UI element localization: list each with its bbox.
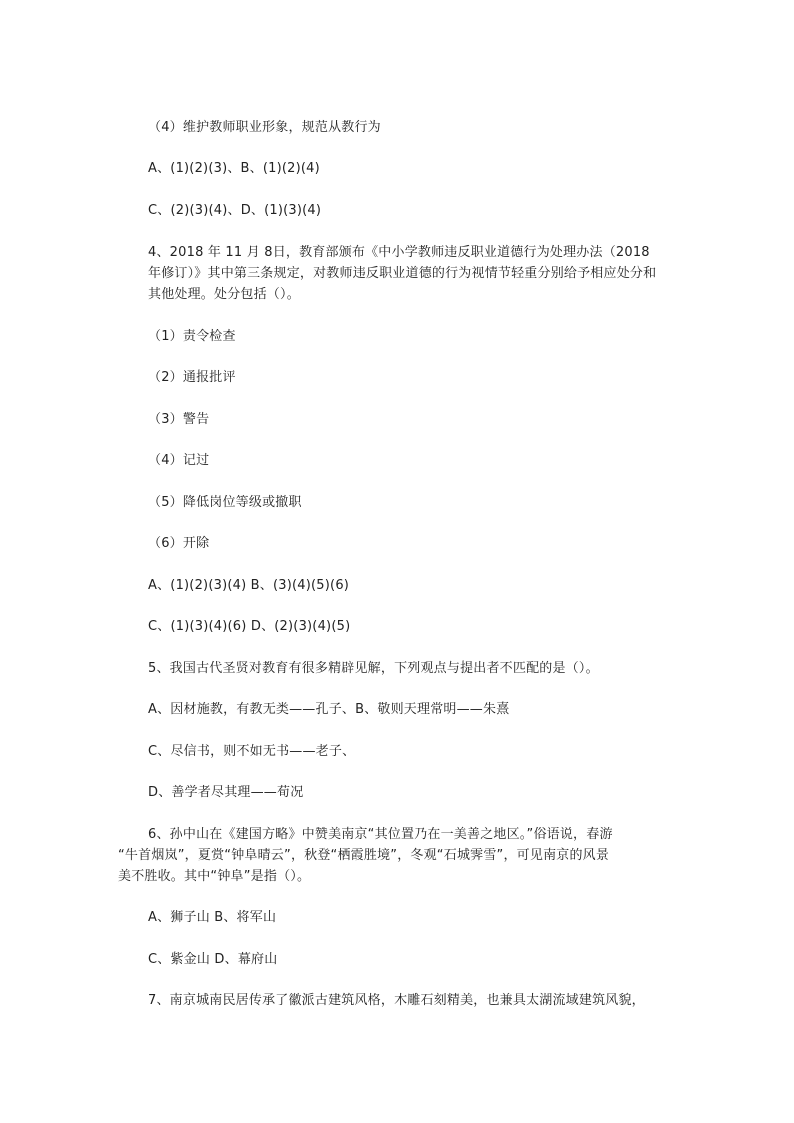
- answer-choices-ab: A、因材施教，有教无类——孔子、B、敬则天理常明——朱熹: [148, 702, 510, 717]
- answer-choices-ab: A、(1)(2)(3)、B、(1)(2)(4): [148, 161, 320, 176]
- option-3: （3）警告: [148, 412, 210, 427]
- question-4-line-2: 年修订）》其中第三条规定，对教师违反职业道德的行为视情节轻重分别给予相应处分和: [148, 266, 657, 281]
- question-4-line-3: 其他处理。处分包括（）。: [148, 287, 300, 302]
- question-5: 5、我国古代圣贤对教育有很多精辟见解，下列观点与提出者不匹配的是（）。: [148, 661, 599, 676]
- answer-choice-c: C、尽信书，则不如无书——老子、: [148, 744, 356, 759]
- question-7-line-1: 7、南京城南民居传承了徽派古建筑风格，木雕石刻精美，也兼具太湖流域建筑风貌，: [148, 993, 645, 1008]
- option-1: （1）责令检查: [148, 329, 236, 344]
- question-6-line-1: 6、孙中山在《建国方略》中赞美南京“其位置乃在一美善之地区。”俗语说，春游: [148, 827, 613, 842]
- option-line-4: （4）维护教师职业形象，规范从教行为: [148, 120, 381, 135]
- answer-choices-ab: A、(1)(2)(3)(4) B、(3)(4)(5)(6): [148, 578, 350, 593]
- option-4: （4）记过: [148, 453, 210, 468]
- answer-choices-ab: A、狮子山 B、将军山: [148, 910, 277, 925]
- question-4-line-1: 4、2018 年 11 月 8日，教育部颁布《中小学教师违反职业道德行为处理办法（2018: [148, 245, 650, 260]
- answer-choices-cd: C、(2)(3)(4)、D、(1)(3)(4): [148, 203, 322, 218]
- answer-choice-d: D、善学者尽其理——荀况: [148, 785, 304, 800]
- option-6: （6）开除: [148, 536, 210, 551]
- question-6-line-3: 美不胜收。其中“钟阜”是指（）。: [118, 869, 311, 884]
- answer-choices-cd: C、紫金山 D、幕府山: [148, 952, 278, 967]
- option-2: （2）通报批评: [148, 370, 236, 385]
- question-6-line-2: “牛首烟岚”，夏赏“钟阜晴云”，秋登“栖霞胜境”，冬观“石城霁雪”，可见南京的风景: [118, 848, 610, 863]
- answer-choices-cd: C、(1)(3)(4)(6) D、(2)(3)(4)(5): [148, 619, 351, 634]
- option-5: （5）降低岗位等级或撤职: [148, 495, 302, 510]
